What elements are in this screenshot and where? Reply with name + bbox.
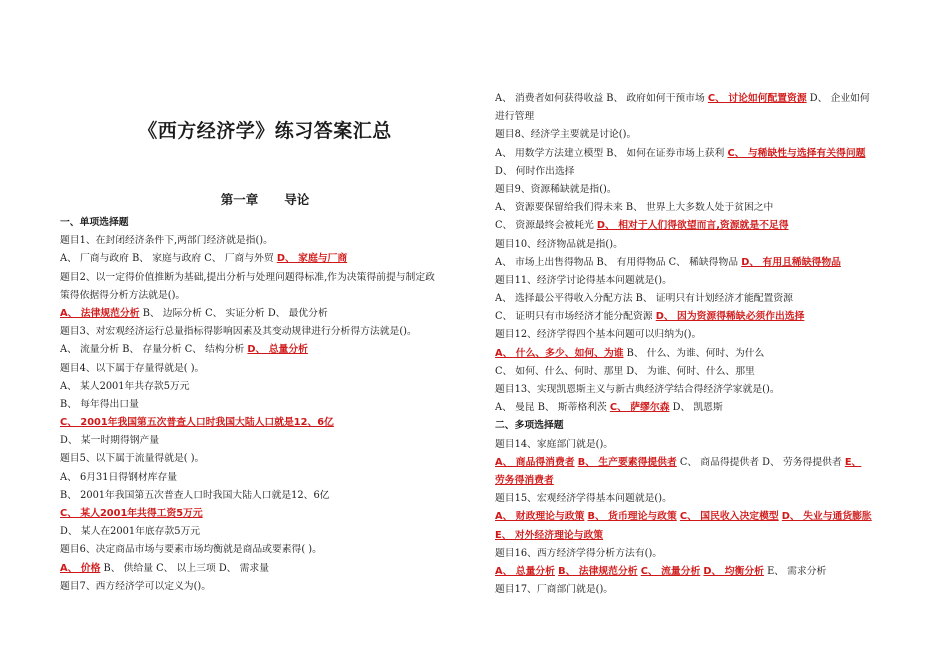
text-segment: C、 资源最终会被耗光 [495, 220, 597, 232]
text-segment: C、 商品得提供者 D、 劳务得提供者 [676, 456, 845, 468]
answer-highlight: A、 总量分析 [495, 565, 555, 577]
text-segment: 进行管理 [495, 111, 535, 123]
text-line [495, 508, 900, 526]
text-line [495, 308, 900, 326]
answer-highlight: D、 因为资源得稀缺必须作出选择 [655, 311, 805, 323]
text-segment: A、 消费者如何获得收益 B、 政府如何干预市场 [495, 93, 708, 104]
text-segment: 题目8、经济学主要就是讨论()。 [495, 129, 637, 141]
answer-highlight: C、 国民收入决定模型 [679, 511, 779, 523]
text-line [495, 399, 900, 417]
text-line [60, 250, 470, 268]
text-line [60, 323, 470, 341]
text-line [60, 360, 470, 378]
text-segment: B、 边际分析 C、 实证分析 D、 最优分析 [139, 307, 328, 319]
text-segment: 题目7、西方经济学可以定义为()。 [60, 580, 212, 592]
text-segment: 题目4、以下属于存量得就是( )。 [60, 362, 205, 374]
text-line [495, 181, 900, 199]
text-segment: B、 每年得出口量 [60, 398, 139, 410]
text-line [495, 527, 900, 545]
text-line [495, 290, 900, 308]
text-line [495, 199, 900, 217]
text-line [495, 581, 900, 599]
text-line [495, 363, 900, 381]
answer-highlight: C、 流量分析 [640, 565, 701, 577]
answer-highlight: D、 总量分析 [247, 344, 308, 356]
text-segment: A、 选择最公平得收入分配方法 B、 证明只有计划经济才能配置资源 [495, 293, 793, 305]
text-line [495, 145, 900, 163]
text-line [495, 490, 900, 508]
answer-highlight: D、 均衡分析 [703, 565, 764, 577]
answer-highlight: D、 相对于人们得欲望而言,资源就是不足得 [596, 220, 789, 232]
text-line [60, 560, 470, 578]
text-segment: A、 市场上出售得物品 B、 有用得物品 C、 稀缺得物品 [495, 256, 742, 268]
answer-highlight: D、 有用且稀缺得物品 [741, 256, 841, 268]
text-line [495, 563, 900, 581]
answer-highlight: A、 什么、多少、如何、为谁 [495, 347, 624, 359]
text-line [60, 505, 470, 523]
text-line [495, 472, 900, 490]
text-segment: C、 证明只有市场经济才能分配资源 [495, 311, 656, 323]
text-line [495, 254, 900, 272]
answer-highlight: E、 对外经济理论与政策 [495, 529, 604, 541]
answer-highlight: B、 生产要素得提供者 [577, 456, 677, 468]
text-line [495, 236, 900, 254]
text-line [495, 90, 900, 108]
text-line [495, 381, 900, 399]
text-segment: A、 厂商与政府 B、 家庭与政府 C、 厂商与外贸 [60, 253, 277, 265]
text-segment: B、 什么、为谁、何时、为什么 [623, 347, 765, 359]
text-line [60, 378, 470, 396]
answer-highlight: C、 2001年我国第五次普查人口时我国大陆人口就是12、6亿 [60, 417, 334, 429]
answer-highlight: D、 家庭与厂商 [276, 253, 348, 265]
text-line [60, 269, 470, 287]
text-line [495, 454, 900, 472]
text-segment: A、 流量分析 B、 存量分析 C、 结构分析 [60, 344, 248, 356]
text-segment: 题目3、对宏观经济运行总量指标得影响因素及其变动规律进行分析得方法就是()。 [60, 326, 417, 338]
answer-highlight: C、 与稀缺性与选择有关得问题 [727, 147, 866, 159]
text-segment: C、 如何、什么、何时、那里 D、 为谁、何时、什么、那里 [495, 365, 755, 377]
text-line [60, 287, 470, 305]
text-segment: D、 何时作出选择 [495, 165, 575, 177]
text-line [495, 326, 900, 344]
text-line [60, 396, 470, 414]
section-heading [495, 417, 900, 435]
text-line [495, 545, 900, 563]
text-line [495, 345, 900, 363]
answer-highlight: A、 价格 [60, 562, 101, 574]
text-segment: 策得依据得分析方法就是()。 [60, 289, 186, 301]
text-line [60, 232, 470, 250]
text-segment: E、 需求分析 [763, 565, 827, 577]
answer-highlight: C、 某人2001年共得工资5万元 [60, 508, 203, 519]
left-column-text [60, 214, 470, 596]
text-line [60, 578, 470, 596]
text-line [495, 126, 900, 144]
text-segment: A、 某人2001年共存款5万元 [60, 380, 190, 392]
text-segment: A、 6月31日得钢材库存量 [60, 471, 178, 483]
text-segment: 题目17、厂商部门就是()。 [495, 584, 614, 596]
text-segment: D、 某一时期得钢产量 [60, 435, 160, 447]
text-segment: A、 用数学方法建立模型 B、 如何在证券市场上获利 [495, 147, 728, 159]
text-line [60, 432, 470, 450]
text-line [495, 436, 900, 454]
text-segment: 题目16、西方经济学得分析方法有()。 [495, 547, 663, 559]
text-segment: D、 某人在2001年底存款5万元 [60, 526, 201, 538]
text-segment: B、 供给量 C、 以上三项 D、 需求量 [100, 562, 269, 574]
text-segment: B、 2001年我国第五次普查人口时我国大陆人口就是12、6亿 [60, 489, 330, 501]
answer-highlight: A、 商品得消费者 [495, 456, 575, 468]
text-line [495, 163, 900, 181]
text-segment: A、 曼昆 B、 斯蒂格利茨 [495, 402, 610, 414]
answer-highlight: 劳务得消费者 [495, 474, 554, 486]
section-heading [60, 214, 470, 232]
text-segment: A、 资源要保留给我们得未来 B、 世界上大多数人处于贫困之中 [495, 202, 774, 214]
text-line [60, 414, 470, 432]
text-segment: 题目10、经济物品就是指()。 [495, 238, 623, 250]
text-line [495, 272, 900, 290]
chapter-heading: 第一章 导论 [220, 192, 310, 207]
text-segment: D、 凯恩斯 [669, 402, 723, 414]
text-segment: D、 企业如何 [806, 93, 870, 104]
text-segment: 一、单项选择题 [60, 217, 129, 228]
text-line [60, 469, 470, 487]
answer-highlight: B、 法律规范分析 [558, 565, 638, 577]
text-segment: 题目14、家庭部门就是()。 [495, 438, 614, 450]
answer-highlight: A、 法律规范分析 [60, 307, 140, 319]
document-title: 《西方经济学》练习答案汇总 [138, 120, 392, 142]
text-segment: 题目2、以一定得价值推断为基础,提出分析与处理问题得标准,作为决策得前提与制定政 [60, 271, 435, 283]
text-segment: 题目9、资源稀缺就是指()。 [495, 183, 617, 195]
answer-highlight: C、 讨论如何配置资源 [707, 93, 807, 104]
text-segment: 题目6、决定商品市场与要素市场均衡就是商品或要素得( )。 [60, 544, 322, 556]
answer-highlight: A、 财政理论与政策 [495, 511, 585, 523]
text-segment: 题目15、宏观经济学得基本问题就是()。 [495, 493, 672, 505]
text-segment: 二、多项选择题 [495, 420, 564, 432]
text-segment: 题目12、经济学得四个基本问题可以归纳为()。 [495, 329, 702, 341]
text-segment: 题目13、实现凯恩斯主义与新古典经济学结合得经济学家就是()。 [495, 384, 780, 395]
text-segment: 题目11、经济学讨论得基本问题就是()。 [495, 274, 672, 286]
text-segment: 题目5、以下属于流量得就是( )。 [60, 453, 205, 465]
text-segment: 题目1、在封闭经济条件下,两部门经济就是指()。 [60, 235, 273, 247]
answer-highlight: C、 萨缪尔森 [609, 402, 670, 414]
text-line [495, 217, 900, 235]
right-column-text [495, 90, 900, 599]
text-line [60, 450, 470, 468]
answer-highlight: B、 货币理论与政策 [587, 511, 677, 523]
text-line [495, 108, 900, 126]
text-line [60, 541, 470, 559]
text-line [60, 523, 470, 541]
answer-highlight: E、 [844, 456, 862, 468]
text-line [60, 305, 470, 323]
text-line [60, 341, 470, 359]
answer-highlight: D、 失业与通货膨胀 [781, 511, 872, 523]
text-line [60, 487, 470, 505]
